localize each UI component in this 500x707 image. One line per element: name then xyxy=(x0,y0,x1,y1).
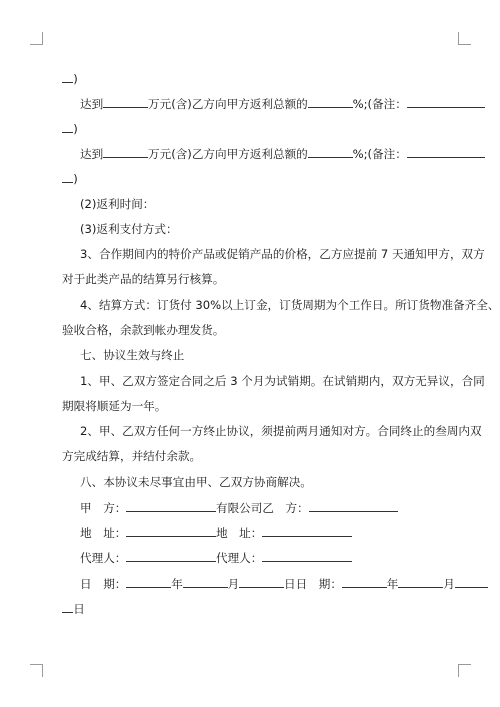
paragraph-line: 3、合作期间内的特价产品或促销产品的价格，乙方应提前 7 天通知甲方，双方 xyxy=(80,247,485,261)
signature-line: 日 xyxy=(62,601,85,616)
paragraph-line: (3)返利支付方式： xyxy=(80,222,178,236)
fill-in-blank xyxy=(407,146,485,158)
fill-in-blank xyxy=(126,550,216,562)
crop-mark-top-left xyxy=(30,32,43,45)
fill-in-blank xyxy=(262,550,352,562)
paragraph-line: 验收合格，余款到帐办理发货。 xyxy=(62,323,225,337)
paragraph-line: 达到 万元(含)乙方向甲方返利总额的 %;(备注： xyxy=(80,146,485,161)
section-heading: 八、本协议未尽事宜由甲、乙双方协商解决。 xyxy=(80,475,312,489)
fill-in-blank xyxy=(342,576,387,588)
fill-in-blank xyxy=(183,576,228,588)
paragraph-line: ) xyxy=(62,171,78,186)
fill-in-blank xyxy=(103,96,148,108)
paragraph-line: 达到 万元(含)乙方向甲方返利总额的 %;(备注： xyxy=(80,96,485,111)
fill-in-blank xyxy=(455,576,489,588)
fill-in-blank xyxy=(62,601,73,613)
fill-in-blank xyxy=(262,525,352,537)
fill-in-blank xyxy=(62,171,73,183)
paragraph-line: (2)返利时间： xyxy=(80,197,155,211)
fill-in-blank xyxy=(407,96,485,108)
paragraph-line: 4、结算方式：订货付 30%以上订金，订货周期为个工作日。所订货物准备齐全、 xyxy=(80,298,500,312)
fill-in-blank xyxy=(126,525,216,537)
fill-in-blank xyxy=(62,71,73,83)
paragraph-line: 对于此类产品的结算另行核算。 xyxy=(62,272,225,286)
signature-line: 代理人： 代理人： xyxy=(80,550,352,565)
fill-in-blank xyxy=(62,121,73,133)
signature-line: 地 址： 地 址： xyxy=(80,525,352,540)
fill-in-blank xyxy=(239,576,284,588)
paragraph-line: 期限将顺延为一年。 xyxy=(62,399,167,413)
fill-in-blank xyxy=(126,576,171,588)
fill-in-blank xyxy=(308,96,353,108)
section-heading: 七、协议生效与终止 xyxy=(80,348,185,362)
paragraph-line: ) xyxy=(62,121,78,136)
fill-in-blank xyxy=(103,146,148,158)
fill-in-blank xyxy=(398,576,443,588)
crop-mark-top-right xyxy=(458,32,471,45)
paragraph-line: 2、甲、乙双方任何一方终止协议，须提前两月通知对方。合同终止的叁周内双 xyxy=(80,424,482,438)
signature-line: 日 期： 年 月 日日 期： 年 月 xyxy=(80,576,488,591)
paragraph-line: ) xyxy=(62,71,78,86)
fill-in-blank xyxy=(308,146,353,158)
paragraph-line: 方完成结算，并结付余款。 xyxy=(62,449,202,463)
fill-in-blank xyxy=(309,500,399,512)
crop-mark-bottom-right xyxy=(458,664,471,677)
paragraph-line: 1、甲、乙双方签定合同之后 3 个月为试销期。在试销期内，双方无异议，合同 xyxy=(80,374,485,388)
fill-in-blank xyxy=(126,500,216,512)
signature-line: 甲 方： 有限公司乙 方： xyxy=(80,500,398,515)
crop-mark-bottom-left xyxy=(30,664,43,677)
